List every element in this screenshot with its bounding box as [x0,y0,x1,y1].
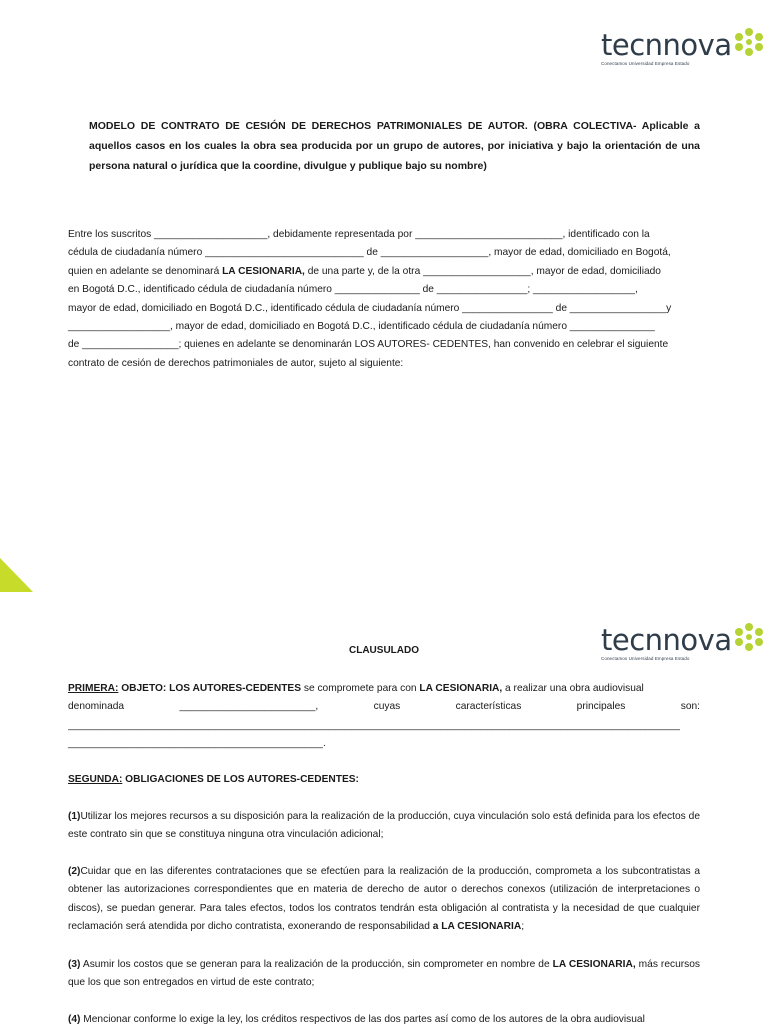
obligation-item-4: (4) Mencionar conforme lo exige la ley, los créditos respectivos de las dos partes así como de los autores de la obra audiovisual [68,1014,645,1024]
logo-tagline: Conectamos Universidad Empresa Estado [601,656,690,661]
clause-label: SEGUNDA: [68,774,123,785]
intro-paragraph [68,226,700,373]
clausulado-heading: CLAUSULADO [349,645,419,656]
logo-wordmark: tecnnova [601,623,732,657]
intro-line: en Bogotá D.C., identificado cédula de ciudadanía número _______________ de ________________; __________________, [68,284,638,296]
intro-line: cédula de ciudadanía número ____________________________ de ___________________, mayor de edad, domiciliado en Bogotá, [68,247,671,259]
obligation-item-3: (3) Asumir los costos que se generan para la realización de la producción, sin comprometer en nombre de LA CESIONARIA, más recursos que los que son entregados en virtud de este contrato; [68,959,700,989]
clause-primera: PRIMERA: OBJETO: LOS AUTORES-CEDENTES se compromete para con LA CESIONARIA, a realizar una obra audiovisual denominada ________________________, cuyas características principales son: ____________________________________________________________________________________________________________ _____________________________________________. [68,683,700,750]
clause-label: PRIMERA: [68,683,119,694]
document-title: MODELO DE CONTRATO DE CESIÓN DE DERECHOS PATRIMONIALES DE AUTOR. (OBRA COLECTIVA- Aplicable a aquellos casos en los cuales la obra sea producida por un grupo de autores, por iniciativa y bajo la orientación de una persona natural o jurídica que la coordine, divulgue y publique bajo su nombre) [89,120,700,172]
logo-tagline: Conectamos Universidad Empresa Estado [601,61,690,66]
clause-segunda-heading: SEGUNDA: OBLIGACIONES DE LOS AUTORES-CEDENTES: [68,774,359,785]
flower-logo-icon [734,27,764,57]
intro-line: Entre los suscritos ____________________, debidamente representada por __________________________, identificado con la [68,229,650,240]
corner-triangle-decoration [0,558,34,594]
intro-line: mayor de edad, domiciliado en Bogotá D.C., identificado cédula de ciudadanía número ________________ de _________________y [68,302,672,314]
intro-line: de _________________; quienes en adelante se denominarán LOS AUTORES- CEDENTES, han convenido en celebrar el siguiente [68,339,669,351]
intro-line: contrato de cesión de derechos patrimoniales de autor, sujeto al siguiente: [68,357,404,369]
obligation-item-1: (1)Utilizar los mejores recursos a su disposición para la realización de la producción, cuya vinculación solo está definida para los efectos de este contrato sin que se constituya ninguna otra vinculación adicional; [68,811,700,841]
logo-wordmark: tecnnova [601,28,732,62]
intro-line: quien en adelante se denominará LA CESIONARIA, de una parte y, de la otra ___________________, mayor de edad, domiciliado [68,265,661,277]
tecnnova-logo [601,30,764,66]
intro-line: __________________, mayor de edad, domiciliado en Bogotá D.C., identificado cédula de ciudadanía número _______________ [68,321,655,333]
obligation-item-2: (2)Cuidar que en las diferentes contrataciones que se efectúen para la realización de la producción, comprometa a los subcontratistas a obtener las autorizaciones correspondientes que en materia de derecho de autor o derechos conexos (utilización de interpretaciones o discos), se puedan generar. Para tales efectos, todos los contratos tendrán esta obligación al contratista y la necesidad de que cualquier reclamación será atendida por dicho contratista, exonerando de responsabilidad a LA CESIONARIA; [68,866,700,933]
